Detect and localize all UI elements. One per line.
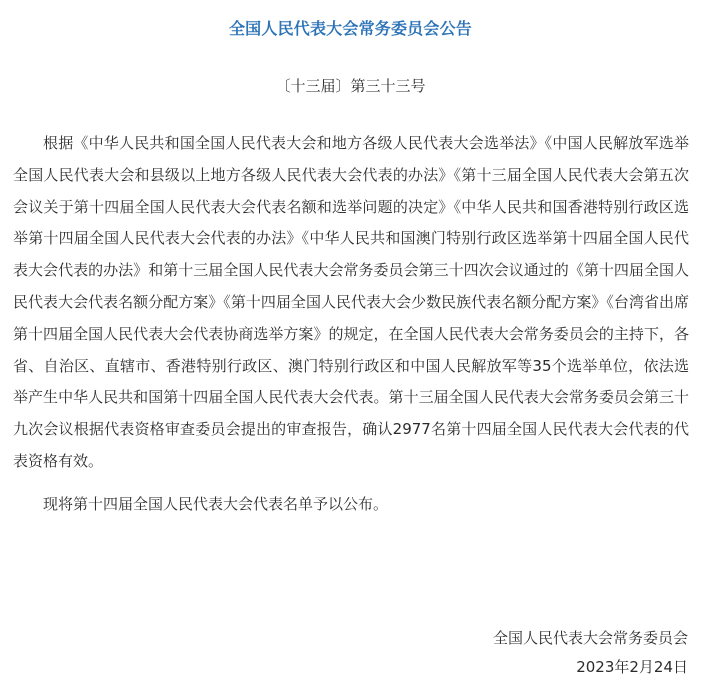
body-paragraph-publication: 现将第十四届全国人民代表大会代表名单予以公布。 xyxy=(43,494,389,513)
body-paragraph-main: 根据《中华人民共和国全国人民代表大会和地方各级人民代表大会选举法》《中国人民解放军选举全国人民代表大会和县级以上地方各级人民代表大会代表的办法》《第十三届全国人民代表大会第五次会议关于第十四届全国人民代表大会代表名额和选举问题的决定》《中华人民共和国香港特别行政区选举第十四届全国人民代表大会代表的办法》《中华人民共和国澳门特别行政区选举第十四届全国人民代表大会代表的办法》和第十三届全国人民代表大会常务委员会第三十四次会议通过的《第十四届全国人民代表大会代表名额分配方案》《第十四届全国人民代表大会少数民族代表名额分配方案》《台湾省出席第十四届全国人民代表大会代表协商选举方案》的规定，在全国人民代表大会常务委员会的主持下，各省、自治区、直辖市、香港特别行政区、澳门特别行政区和中国人民解放军等35个选举单位，依法选举产生中华人民共和国第十四届全国人民代表大会代表。第十三届全国人民代表大会常务委员会第三十九次会议根据代表资格审查委员会提出的审查报告，确认2977名第十四届全国人民代表大会代表的代表资格有效。 xyxy=(13,134,689,470)
document-number: 〔十三届〕第三十三号 xyxy=(275,77,426,95)
signature-date: 2023年2月24日 xyxy=(576,658,688,676)
document-title: 全国人民代表大会常务委员会公告 xyxy=(228,19,472,38)
document-body xyxy=(13,128,689,521)
signature-block xyxy=(493,624,688,682)
signature-issuer: 全国人民代表大会常务委员会 xyxy=(492,629,688,647)
